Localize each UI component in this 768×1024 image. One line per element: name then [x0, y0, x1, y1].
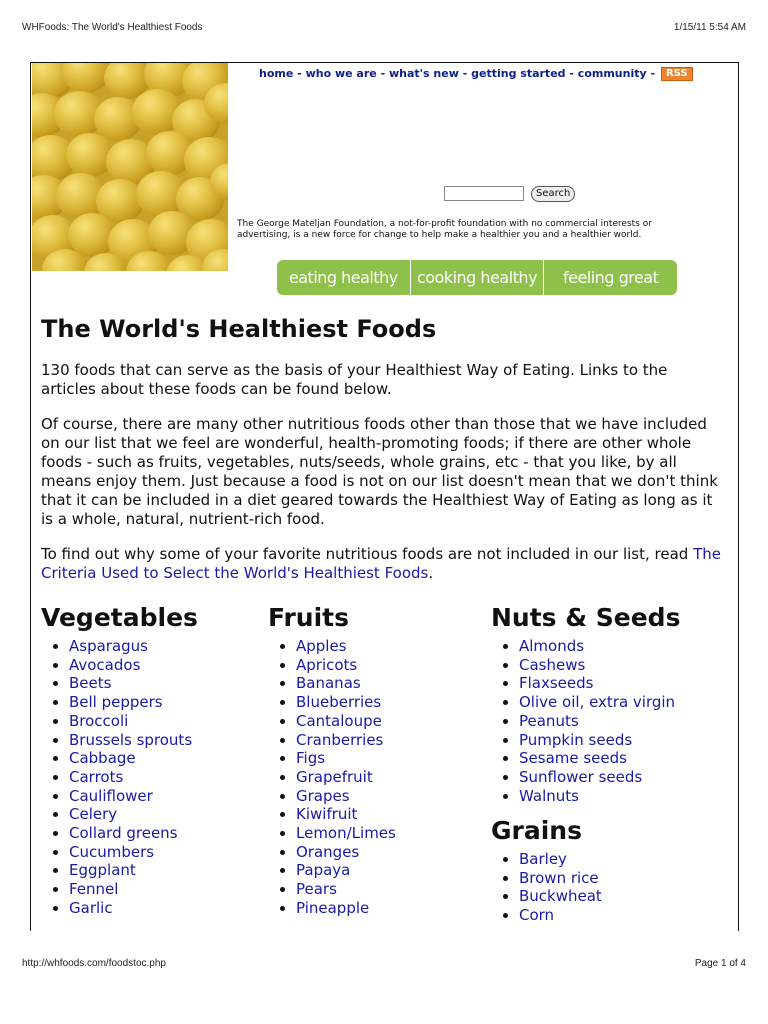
- food-link[interactable]: Apricots: [296, 655, 358, 674]
- food-list-item: [296, 768, 488, 787]
- food-list-item: [296, 861, 488, 880]
- food-link[interactable]: Asparagus: [69, 637, 148, 655]
- food-link[interactable]: Peanuts: [519, 711, 579, 730]
- food-list-item: [519, 850, 736, 869]
- food-link[interactable]: Bananas: [296, 674, 361, 693]
- nav-link-whats-new[interactable]: what's new: [388, 67, 459, 80]
- food-link[interactable]: Corn: [519, 906, 555, 925]
- food-link[interactable]: Papaya: [296, 861, 351, 880]
- food-list-item: [296, 674, 488, 693]
- food-list-item: [519, 693, 736, 712]
- food-list-item: [69, 674, 261, 693]
- food-list-item: [69, 899, 261, 918]
- food-link[interactable]: Oranges: [296, 842, 360, 861]
- nav-link-who-we-are[interactable]: who we are: [305, 67, 377, 80]
- food-link[interactable]: Pumpkin seeds: [519, 730, 633, 749]
- food-list-item: [519, 768, 736, 787]
- food-list-item: [296, 787, 488, 806]
- print-url: http://whfoods.com/foodstoc.php: [22, 958, 166, 969]
- food-list-item: [69, 861, 261, 880]
- nuts-seeds-heading: Nuts & Seeds: [491, 603, 681, 632]
- food-link[interactable]: Broccoli: [69, 711, 129, 730]
- nuts-seeds-section: [491, 603, 736, 805]
- vegetables-list: [41, 637, 261, 918]
- food-link[interactable]: Sesame seeds: [519, 749, 627, 768]
- food-list-item: [69, 656, 261, 675]
- food-list-item: [69, 637, 261, 656]
- food-list-item: [296, 712, 488, 731]
- food-link[interactable]: Olive oil, extra virgin: [519, 693, 676, 712]
- food-list-item: [69, 824, 261, 843]
- grains-list: [491, 850, 736, 925]
- food-link[interactable]: Garlic: [69, 898, 113, 917]
- vegetables-section: [41, 603, 261, 918]
- food-list-item: [296, 749, 488, 768]
- food-list-item: [69, 880, 261, 899]
- food-list-item: [69, 693, 261, 712]
- food-link[interactable]: Eggplant: [69, 861, 136, 880]
- food-list-item: [519, 906, 736, 925]
- food-link[interactable]: Barley: [519, 850, 567, 868]
- food-link[interactable]: Brown rice: [519, 868, 599, 887]
- fruits-section: [268, 603, 488, 918]
- food-list-item: [296, 656, 488, 675]
- food-list-item: [519, 749, 736, 768]
- food-list-item: [296, 899, 488, 918]
- food-link[interactable]: Grapefruit: [296, 767, 373, 786]
- print-header: [22, 22, 746, 36]
- top-nav: home - who we are - what's new - getting started - community - RSS: [259, 67, 693, 81]
- food-link[interactable]: Figs: [296, 749, 326, 768]
- food-link[interactable]: Cranberries: [296, 730, 384, 749]
- food-list-item: [69, 843, 261, 862]
- tab-cooking-healthy[interactable]: cooking healthy: [411, 260, 545, 295]
- nav-link-community[interactable]: community: [577, 67, 647, 80]
- food-link[interactable]: Avocados: [69, 655, 141, 674]
- food-link[interactable]: Apples: [296, 637, 347, 655]
- food-list-item: [69, 805, 261, 824]
- tab-feeling-great[interactable]: feeling great: [562, 268, 659, 287]
- search-input[interactable]: [444, 186, 524, 201]
- food-link[interactable]: Carrots: [69, 767, 124, 786]
- food-list-item: [519, 731, 736, 750]
- food-list-item: [519, 656, 736, 675]
- print-page-number: Page 1 of 4: [694, 958, 746, 969]
- food-list-item: [296, 693, 488, 712]
- rss-icon[interactable]: RSS: [661, 67, 693, 81]
- web-page: [30, 62, 739, 931]
- food-link[interactable]: Pears: [296, 880, 337, 899]
- food-link[interactable]: Grapes: [296, 786, 350, 805]
- food-list-item: [296, 824, 488, 843]
- food-link[interactable]: Beets: [69, 674, 112, 693]
- criteria-link[interactable]: The Criteria Used to Select the World's Healthiest Foods: [41, 545, 721, 582]
- food-list-item: [296, 843, 488, 862]
- nav-link-home[interactable]: home: [259, 67, 294, 80]
- print-footer: [22, 958, 746, 972]
- food-link[interactable]: Fennel: [69, 880, 119, 899]
- print-datetime: 1/15/11 5:54 AM: [673, 22, 746, 33]
- food-link[interactable]: Lemon/Limes: [296, 824, 396, 843]
- criteria-paragraph: To find out why some of your favorite nutritious foods are not included in our list, read The Criteria Used to Select the World's Healthiest Foods.: [41, 545, 721, 582]
- vegetables-heading: Vegetables: [41, 603, 198, 632]
- food-list-item: [296, 731, 488, 750]
- food-link[interactable]: Pineapple: [296, 898, 370, 917]
- food-list-item: [519, 674, 736, 693]
- food-link[interactable]: Cantaloupe: [296, 711, 382, 730]
- food-list-item: [296, 880, 488, 899]
- food-link[interactable]: Almonds: [519, 637, 585, 655]
- food-link[interactable]: Walnuts: [519, 786, 579, 805]
- food-list-item: [69, 712, 261, 731]
- food-list-item: [296, 637, 488, 656]
- food-list-item: [296, 805, 488, 824]
- food-link[interactable]: Cashews: [519, 655, 586, 674]
- foundation-description: The George Mateljan Foundation, a not-for-profit foundation with no commercial interests or advertising, is a new force for change to help make a healthier you and a healthier world.: [237, 219, 652, 240]
- section-tabs: [277, 260, 677, 295]
- food-list-item: [69, 768, 261, 787]
- food-list-item: [69, 749, 261, 768]
- food-link[interactable]: Cucumbers: [69, 842, 155, 861]
- body-paragraph: Of course, there are many other nutritious foods other than those that we have included on our list that we feel are wonderful, health-promoting foods; if there are other whole foods - such as fruits, vegetables, nuts/seeds, whole grains, etc - that you like, by all means enjoy them. Just because a food is not on our list doesn't mean that we don't think that it can be included in a diet geared towards the Healthiest Way of Eating as long as it is a whole, natural, nutrient-rich food.: [41, 415, 718, 528]
- food-link[interactable]: Cauliflower: [69, 786, 153, 805]
- food-link[interactable]: Blueberries: [296, 693, 382, 712]
- page-title: The World's Healthiest Foods: [41, 315, 437, 343]
- intro-paragraph: 130 foods that can serve as the basis of your Healthiest Way of Eating. Links to the articles about these foods can be found below.: [41, 361, 668, 398]
- food-link[interactable]: Sunflower seeds: [519, 767, 643, 786]
- search-button[interactable]: Search: [531, 186, 575, 202]
- food-list-item: [519, 887, 736, 906]
- food-list-item: [519, 637, 736, 656]
- food-link[interactable]: Buckwheat: [519, 887, 602, 906]
- nuts-seeds-list: [491, 637, 736, 805]
- food-list-item: [519, 787, 736, 806]
- grains-heading: Grains: [491, 816, 582, 845]
- food-link[interactable]: Collard greens: [69, 824, 178, 843]
- chickpeas-photo: [32, 63, 228, 271]
- food-link[interactable]: Brussels sprouts: [69, 730, 193, 749]
- fruits-heading: Fruits: [268, 603, 350, 632]
- food-list-item: [69, 731, 261, 750]
- food-link[interactable]: Celery: [69, 805, 118, 824]
- grains-section: [491, 816, 736, 925]
- food-link[interactable]: Flaxseeds: [519, 674, 594, 693]
- food-link[interactable]: Bell peppers: [69, 693, 163, 712]
- tab-eating-healthy[interactable]: eating healthy: [277, 260, 411, 295]
- food-link[interactable]: Kiwifruit: [296, 805, 358, 824]
- food-list-item: [519, 712, 736, 731]
- nav-link-getting-started[interactable]: getting started: [471, 67, 566, 80]
- food-list-item: [69, 787, 261, 806]
- food-link[interactable]: Cabbage: [69, 749, 136, 768]
- food-list-item: [519, 869, 736, 888]
- print-page-title: WHFoods: The World's Healthiest Foods: [22, 22, 203, 33]
- fruits-list: [268, 637, 488, 918]
